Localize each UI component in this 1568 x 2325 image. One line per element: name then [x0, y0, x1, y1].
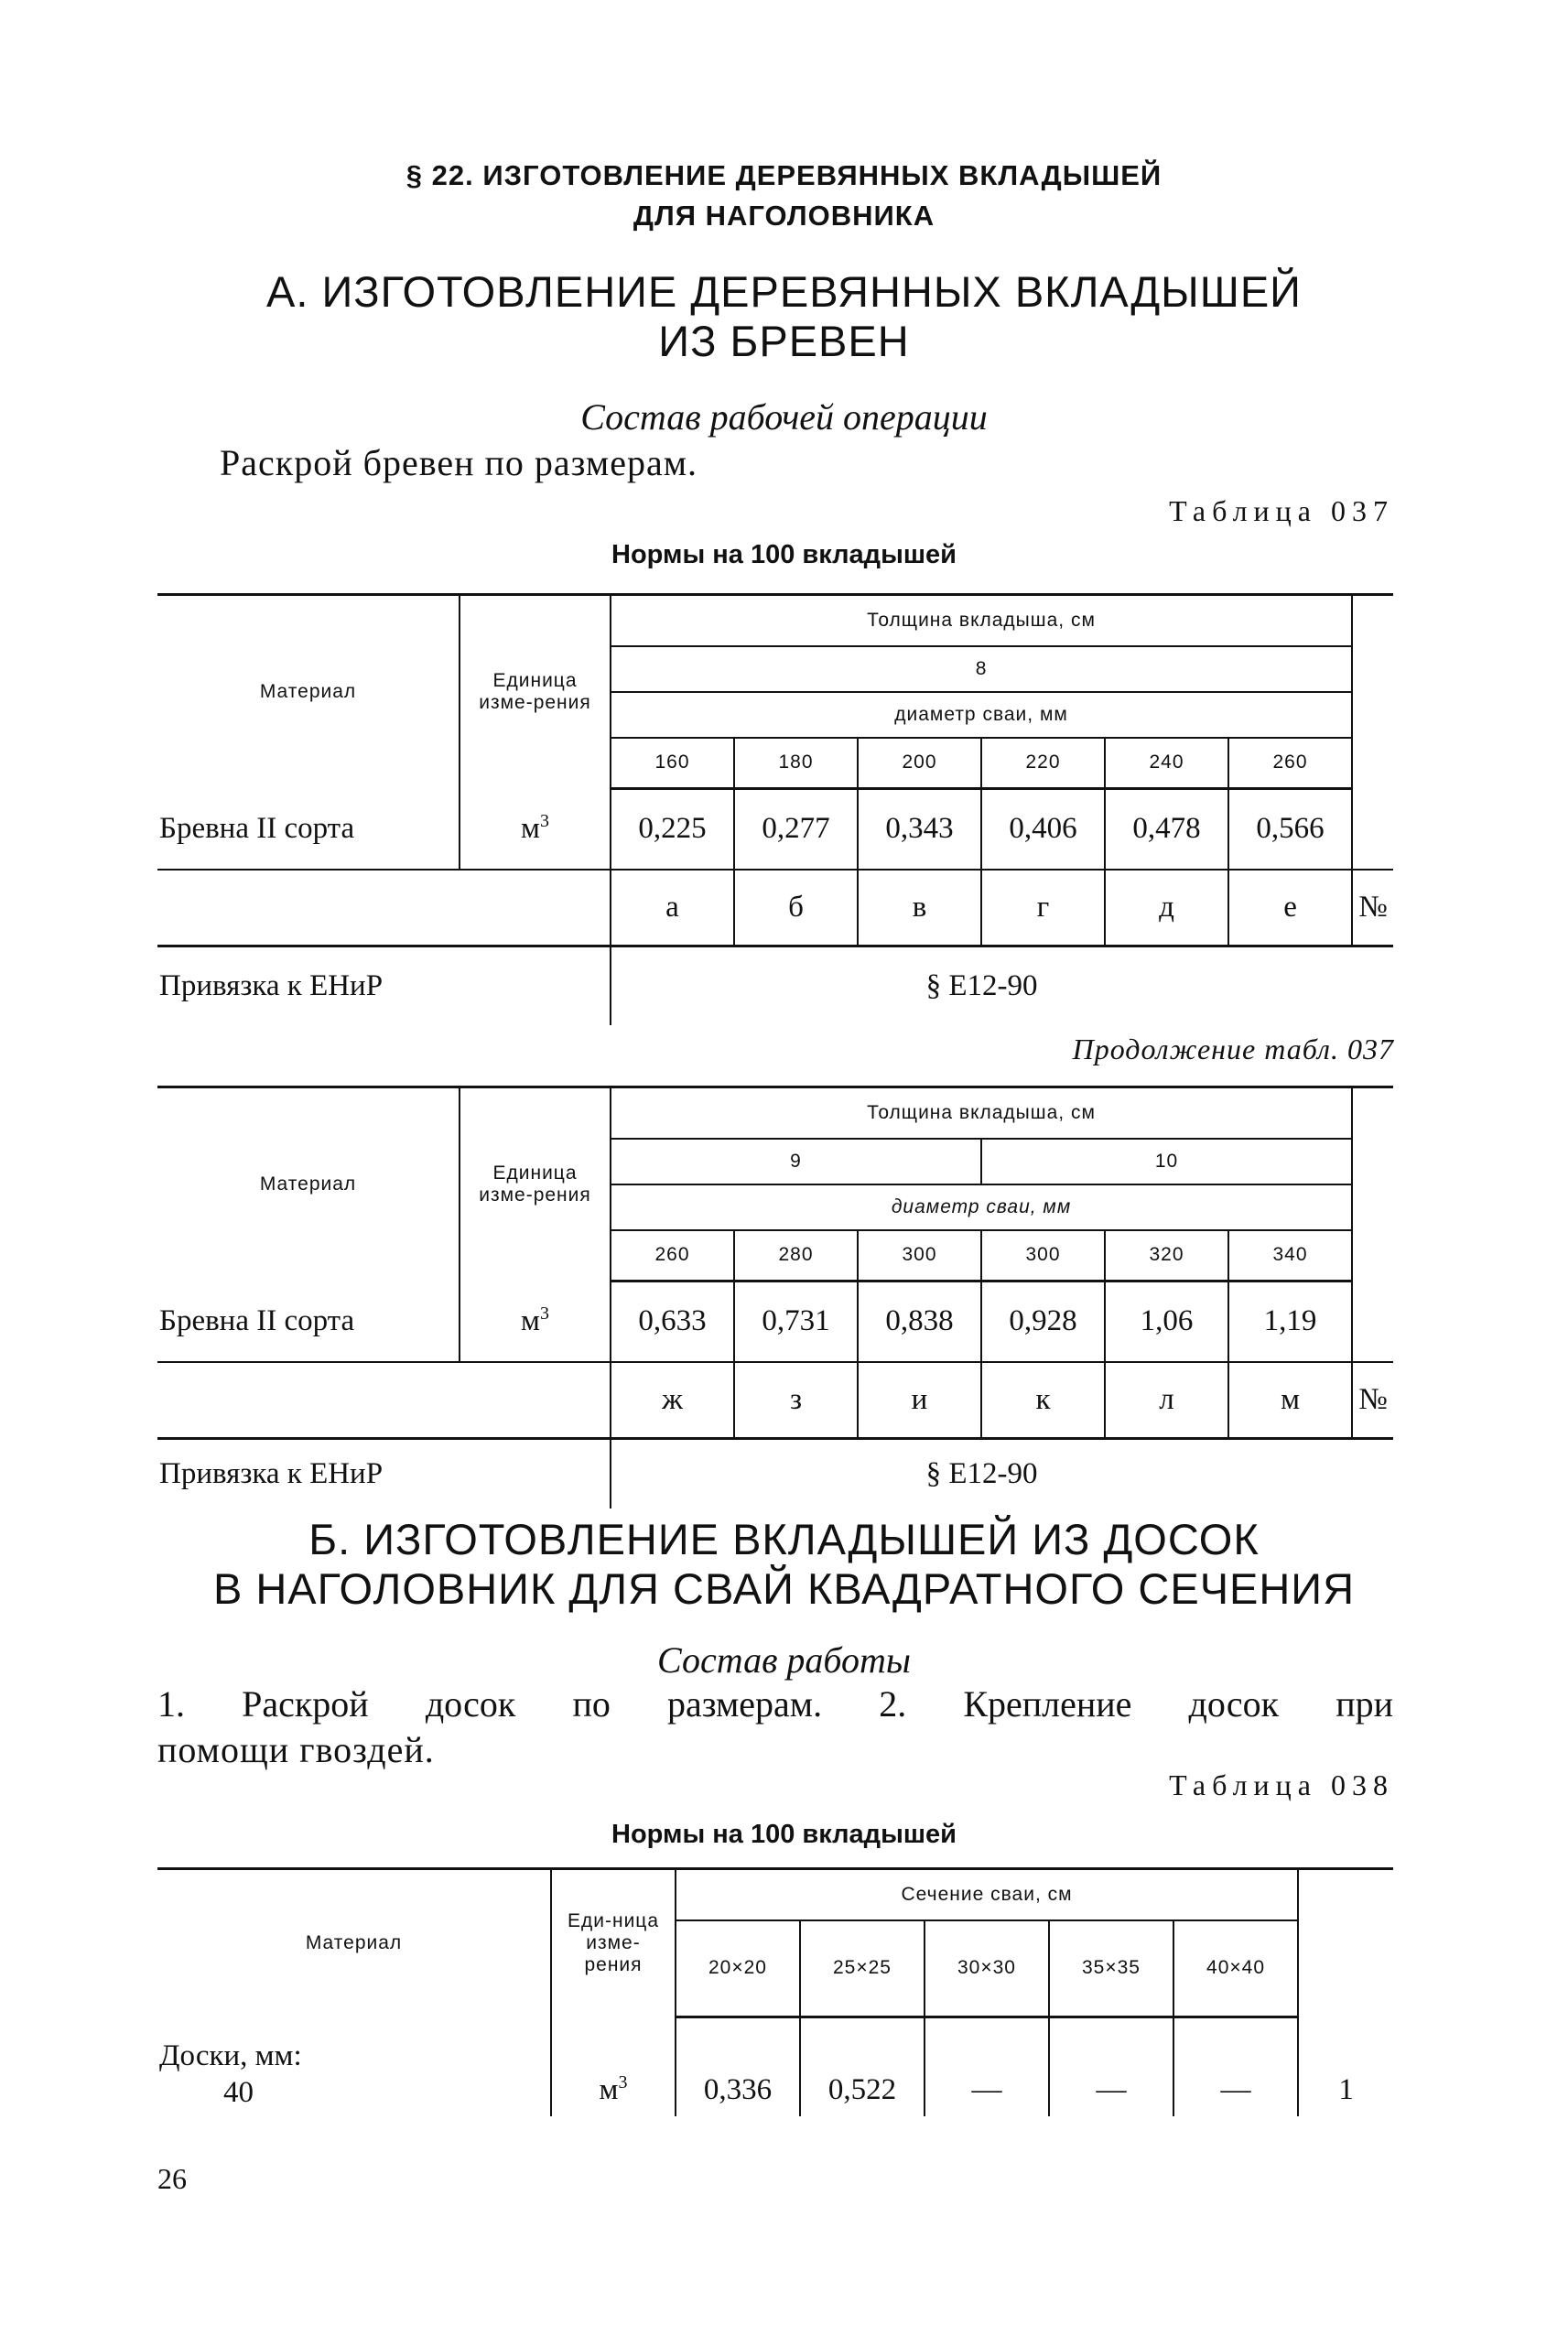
work-text-line1: 1. Раскрой досок по размерам. 2. Крепление досок при: [157, 1683, 1393, 1725]
part-a-title: [0, 267, 1568, 366]
section-cell: 20×20: [676, 1920, 800, 2017]
number-sign: №: [1352, 1362, 1393, 1439]
operation-heading: Состав рабочей операции: [580, 396, 988, 438]
table-row: [157, 1439, 1393, 1509]
diameter-cell: 280: [734, 1230, 858, 1281]
row-material-line1: Доски, мм:: [159, 2038, 302, 2072]
value-cell: —: [1173, 2017, 1298, 2116]
value-cell: 1,06: [1105, 1281, 1228, 1362]
letter-cell: и: [858, 1362, 981, 1439]
table-038-label: Таблица 038: [1169, 1768, 1394, 1801]
part-b-title-line1: Б. ИЗГОТОВЛЕНИЕ ВКЛАДЫШЕЙ ИЗ ДОСОК: [308, 1515, 1260, 1563]
number-sign: №: [1352, 870, 1393, 946]
value-cell: 0,343: [858, 789, 981, 870]
table-row: [157, 789, 1393, 870]
value-cell: 0,633: [611, 1281, 734, 1362]
part-a-title-line2: ИЗ БРЕВЕН: [658, 317, 910, 365]
link-value: § Е12-90: [611, 1439, 1352, 1509]
diameter-cell: 220: [981, 738, 1105, 789]
part-b-title: [0, 1515, 1568, 1614]
section-cell: 40×40: [1173, 1920, 1298, 2017]
letter-cell: л: [1105, 1362, 1228, 1439]
value-cell: 0,522: [800, 2017, 925, 2116]
diameter-cell: 320: [1105, 1230, 1228, 1281]
work-heading: Состав работы: [656, 1639, 911, 1681]
operation-text: Раскрой бревен по размерам.: [220, 442, 698, 483]
diameter-cell: 260: [611, 1230, 734, 1281]
section-cell: 30×30: [925, 1920, 1049, 2017]
col-header-unit: Еди-ница изме-рения: [551, 1869, 676, 2017]
section-cell: 35×35: [1049, 1920, 1173, 2017]
letter-cell: ж: [611, 1362, 734, 1439]
thickness-header: Толщина вкладыша, см: [611, 595, 1352, 646]
thickness-value: 10: [981, 1139, 1352, 1184]
work-text-line2: помощи гвоздей.: [157, 1729, 435, 1770]
thickness-value: 9: [611, 1139, 981, 1184]
value-cell: —: [1049, 2017, 1173, 2116]
letter-cell: а: [611, 870, 734, 946]
diameter-cell: 200: [858, 738, 981, 789]
letter-cell: в: [858, 870, 981, 946]
table-037-continuation: [157, 1086, 1393, 1509]
row-unit: $м^3$: [551, 2017, 676, 2116]
part-b-title-line2: В НАГОЛОВНИК ДЛЯ СВАЙ КВАДРАТНОГО СЕЧЕНИЯ: [212, 1564, 1356, 1613]
value-cell: 0,277: [734, 789, 858, 870]
diameter-cell: 160: [611, 738, 734, 789]
section-heading-line1: § 22. ИЗГОТОВЛЕНИЕ ДЕРЕВЯННЫХ ВКЛАДЫШЕЙ: [406, 159, 1162, 191]
value-cell: 0,838: [858, 1281, 981, 1362]
row-material-line2: 40: [223, 2075, 254, 2109]
section-heading-line2: ДЛЯ НАГОЛОВНИКА: [633, 200, 935, 232]
diameter-header: диаметр сваи, мм: [611, 692, 1352, 738]
row-unit: $м^3$: [460, 789, 611, 870]
value-cell: —: [925, 2017, 1049, 2116]
value-cell: 0,566: [1228, 789, 1352, 870]
letter-cell: д: [1105, 870, 1228, 946]
diameter-cell: 180: [734, 738, 858, 789]
diameter-cell: 340: [1228, 1230, 1352, 1281]
table-row: [157, 1281, 1393, 1362]
diameter-cell: 300: [858, 1230, 981, 1281]
norms-title-b: Нормы на 100 вкладышей: [611, 1820, 957, 1849]
letter-cell: з: [734, 1362, 858, 1439]
thickness-value: 8: [611, 646, 1352, 692]
value-cell: 0,731: [734, 1281, 858, 1362]
part-a-title-line1: А. ИЗГОТОВЛЕНИЕ ДЕРЕВЯННЫХ ВКЛАДЫШЕЙ: [266, 267, 1302, 316]
table-row: [157, 1362, 1393, 1439]
row-material: [157, 2017, 551, 2116]
col-header-material: Материал: [157, 1869, 551, 2017]
row-material: Бревна II сорта: [159, 811, 355, 845]
thickness-header: Толщина вкладыша, см: [611, 1087, 1352, 1139]
row-number: 1: [1298, 2017, 1393, 2116]
letter-cell: к: [981, 1362, 1105, 1439]
table-row: [157, 870, 1393, 946]
value-cell: 0,406: [981, 789, 1105, 870]
diameter-cell: 260: [1228, 738, 1352, 789]
link-label: Привязка к ЕНиР: [159, 1456, 384, 1490]
col-header-material: Материал: [157, 595, 460, 789]
value-cell: 1,19: [1228, 1281, 1352, 1362]
section-heading: [0, 156, 1568, 236]
row-unit: $м^3$: [460, 1281, 611, 1362]
letter-cell: г: [981, 870, 1105, 946]
link-value: § Е12-90: [611, 946, 1352, 1025]
row-material: Бревна II сорта: [159, 1303, 355, 1337]
value-cell: 0,478: [1105, 789, 1228, 870]
table-row: [157, 2017, 1393, 2116]
page-number: 26: [157, 2162, 187, 2195]
col-header-unit: Единица изме-рения: [460, 1087, 611, 1281]
section-header: Сечение сваи, см: [676, 1869, 1298, 1920]
diameter-header: диаметр сваи, мм: [611, 1184, 1352, 1230]
col-header-material: Материал: [157, 1087, 460, 1281]
table-037: [157, 593, 1393, 1025]
continuation-label: Продолжение табл. 037: [1072, 1033, 1394, 1065]
value-cell: 0,928: [981, 1281, 1105, 1362]
table-row: [157, 946, 1393, 1025]
norms-title-a: Нормы на 100 вкладышей: [611, 540, 957, 569]
letter-cell: м: [1228, 1362, 1352, 1439]
letter-cell: е: [1228, 870, 1352, 946]
section-cell: 25×25: [800, 1920, 925, 2017]
value-cell: 0,225: [611, 789, 734, 870]
diameter-cell: 240: [1105, 738, 1228, 789]
letter-cell: б: [734, 870, 858, 946]
table-038: [157, 1867, 1393, 2116]
value-cell: 0,336: [676, 2017, 800, 2116]
diameter-cell: 300: [981, 1230, 1105, 1281]
col-header-unit: Единица изме-рения: [460, 595, 611, 789]
table-037-label: Таблица 037: [1169, 494, 1394, 527]
link-label: Привязка к ЕНиР: [159, 968, 384, 1002]
